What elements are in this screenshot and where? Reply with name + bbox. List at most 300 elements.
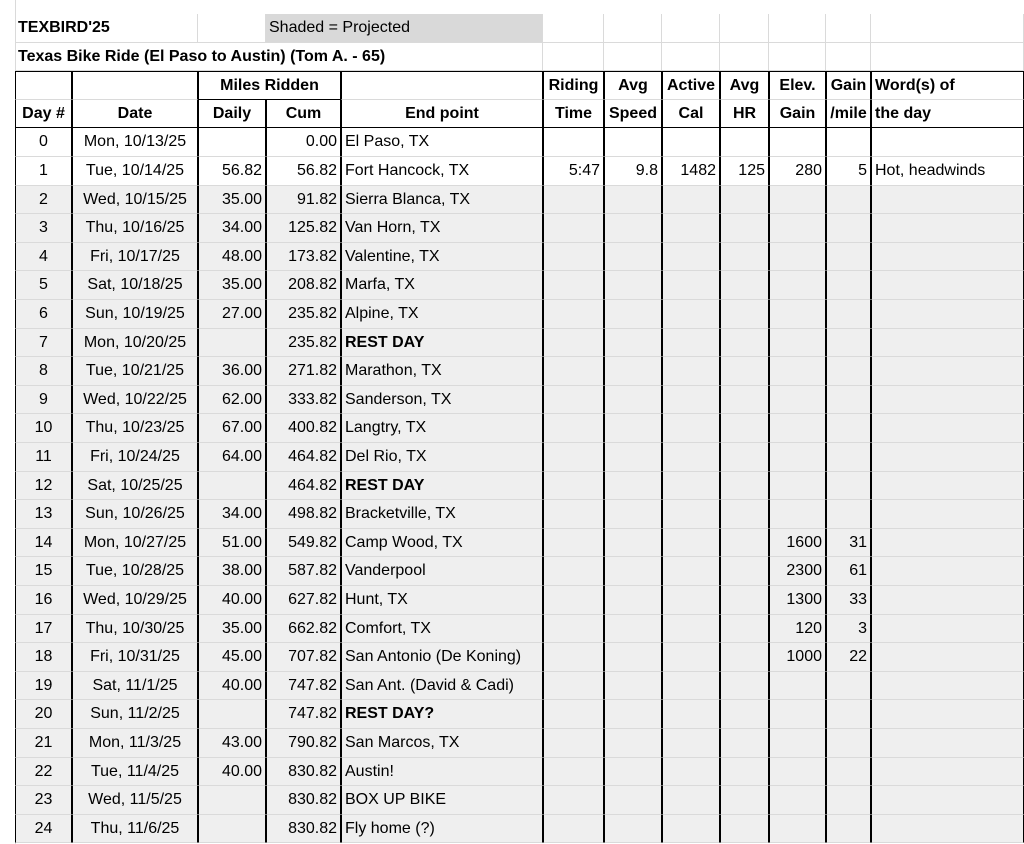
cell-end[interactable]: El Paso, TX xyxy=(341,128,543,157)
cell-hr[interactable] xyxy=(720,329,769,358)
cell-date[interactable]: Wed, 11/5/25 xyxy=(72,786,198,815)
cell-cum[interactable]: 498.82 xyxy=(266,500,341,529)
cell-time[interactable] xyxy=(543,500,604,529)
cell-hr[interactable] xyxy=(720,815,769,844)
header-words[interactable]: Word(s) of xyxy=(871,71,1024,100)
cell-elev[interactable] xyxy=(769,786,826,815)
cell-elev[interactable] xyxy=(769,271,826,300)
cell-end[interactable]: San Antonio (De Koning) xyxy=(341,643,543,672)
header-time[interactable]: Time xyxy=(543,100,604,129)
cell-end[interactable]: Camp Wood, TX xyxy=(341,529,543,558)
cell-daily[interactable] xyxy=(198,329,266,358)
cell-words[interactable] xyxy=(871,271,1024,300)
cell-date[interactable]: Thu, 11/6/25 xyxy=(72,815,198,844)
cell-end[interactable]: Austin! xyxy=(341,758,543,787)
cell-elev[interactable] xyxy=(769,214,826,243)
cell-daily[interactable]: 35.00 xyxy=(198,271,266,300)
cell-gpm[interactable]: 5 xyxy=(826,157,871,186)
empty-cell[interactable] xyxy=(543,43,604,72)
cell-elev[interactable] xyxy=(769,128,826,157)
cell-words[interactable] xyxy=(871,214,1024,243)
cell-daily[interactable]: 34.00 xyxy=(198,214,266,243)
cell-date[interactable]: Tue, 10/28/25 xyxy=(72,557,198,586)
cell-gpm[interactable]: 61 xyxy=(826,557,871,586)
cell-daily[interactable] xyxy=(198,700,266,729)
cell-elev[interactable] xyxy=(769,729,826,758)
cell-hr[interactable] xyxy=(720,386,769,415)
cell-cal[interactable] xyxy=(662,128,720,157)
header-theday[interactable]: the day xyxy=(871,100,1024,129)
cell-cum[interactable]: 790.82 xyxy=(266,729,341,758)
cell-date[interactable]: Wed, 10/22/25 xyxy=(72,386,198,415)
empty-cell[interactable] xyxy=(769,14,826,43)
cell-cum[interactable]: 333.82 xyxy=(266,386,341,415)
cell-daily[interactable]: 27.00 xyxy=(198,300,266,329)
cell-end[interactable]: San Ant. (David & Cadi) xyxy=(341,672,543,701)
cell-cum[interactable]: 56.82 xyxy=(266,157,341,186)
cell-daily[interactable]: 48.00 xyxy=(198,243,266,272)
cell-day[interactable]: 17 xyxy=(15,615,72,644)
empty-cell[interactable] xyxy=(720,14,769,43)
cell-words[interactable] xyxy=(871,329,1024,358)
cell-cum[interactable]: 91.82 xyxy=(266,186,341,215)
cell-speed[interactable] xyxy=(604,586,662,615)
cell-date[interactable]: Thu, 10/16/25 xyxy=(72,214,198,243)
cell-hr[interactable] xyxy=(720,214,769,243)
cell-daily[interactable]: 35.00 xyxy=(198,615,266,644)
cell-elev[interactable]: 1300 xyxy=(769,586,826,615)
cell-hr[interactable] xyxy=(720,586,769,615)
cell-time[interactable]: 5:47 xyxy=(543,157,604,186)
cell-date[interactable]: Sun, 10/19/25 xyxy=(72,300,198,329)
cell-gpm[interactable] xyxy=(826,329,871,358)
cell-cum[interactable]: 587.82 xyxy=(266,557,341,586)
cell-gpm[interactable] xyxy=(826,214,871,243)
header-daily[interactable]: Daily xyxy=(198,100,266,129)
cell-time[interactable] xyxy=(543,472,604,501)
cell-hr[interactable] xyxy=(720,615,769,644)
cell-end[interactable]: REST DAY xyxy=(341,329,543,358)
cell-date[interactable]: Thu, 10/30/25 xyxy=(72,615,198,644)
cell-daily[interactable]: 51.00 xyxy=(198,529,266,558)
cell-cum[interactable]: 400.82 xyxy=(266,414,341,443)
cell-day[interactable]: 13 xyxy=(15,500,72,529)
cell-date[interactable]: Sat, 10/18/25 xyxy=(72,271,198,300)
cell-words[interactable] xyxy=(871,357,1024,386)
cell-speed[interactable] xyxy=(604,271,662,300)
cell-gpm[interactable] xyxy=(826,128,871,157)
cell-cal[interactable] xyxy=(662,386,720,415)
cell-daily[interactable]: 62.00 xyxy=(198,386,266,415)
cell-gpm[interactable] xyxy=(826,386,871,415)
cell-elev[interactable]: 280 xyxy=(769,157,826,186)
cell-day[interactable]: 12 xyxy=(15,472,72,501)
cell-cal[interactable] xyxy=(662,472,720,501)
cell-daily[interactable]: 35.00 xyxy=(198,186,266,215)
cell-speed[interactable] xyxy=(604,357,662,386)
cell-day[interactable]: 16 xyxy=(15,586,72,615)
header-active[interactable]: Active xyxy=(662,71,720,100)
cell-day[interactable]: 9 xyxy=(15,386,72,415)
cell-end[interactable]: Alpine, TX xyxy=(341,300,543,329)
cell-day[interactable]: 6 xyxy=(15,300,72,329)
cell-time[interactable] xyxy=(543,414,604,443)
cell-day[interactable]: 5 xyxy=(15,271,72,300)
cell-words[interactable] xyxy=(871,643,1024,672)
empty-cell[interactable] xyxy=(662,43,720,72)
cell-words[interactable] xyxy=(871,672,1024,701)
cell-words[interactable] xyxy=(871,529,1024,558)
cell-day[interactable]: 15 xyxy=(15,557,72,586)
cell-hr[interactable] xyxy=(720,700,769,729)
cell-words[interactable] xyxy=(871,586,1024,615)
cell-daily[interactable]: 64.00 xyxy=(198,443,266,472)
cell-elev[interactable] xyxy=(769,500,826,529)
cell-day[interactable]: 0 xyxy=(15,128,72,157)
cell-gpm[interactable] xyxy=(826,672,871,701)
cell-hr[interactable] xyxy=(720,643,769,672)
cell-end[interactable]: Bracketville, TX xyxy=(341,500,543,529)
cell-time[interactable] xyxy=(543,186,604,215)
cell-daily[interactable] xyxy=(198,786,266,815)
cell-time[interactable] xyxy=(543,615,604,644)
cell-daily[interactable] xyxy=(198,472,266,501)
cell-time[interactable] xyxy=(543,243,604,272)
cell-cum[interactable]: 235.82 xyxy=(266,329,341,358)
cell-time[interactable] xyxy=(543,729,604,758)
empty-cell[interactable] xyxy=(543,14,604,43)
cell-elev[interactable] xyxy=(769,472,826,501)
cell-elev[interactable] xyxy=(769,300,826,329)
cell-end[interactable]: Sanderson, TX xyxy=(341,386,543,415)
cell-gpm[interactable] xyxy=(826,186,871,215)
cell-day[interactable]: 23 xyxy=(15,786,72,815)
cell-gpm[interactable] xyxy=(826,243,871,272)
cell-gpm[interactable] xyxy=(826,815,871,844)
cell-date[interactable]: Fri, 10/17/25 xyxy=(72,243,198,272)
cell-day[interactable]: 1 xyxy=(15,157,72,186)
cell-end[interactable]: Sierra Blanca, TX xyxy=(341,186,543,215)
cell-date[interactable]: Mon, 10/27/25 xyxy=(72,529,198,558)
cell-speed[interactable] xyxy=(604,815,662,844)
cell-elev[interactable]: 1600 xyxy=(769,529,826,558)
cell-day[interactable]: 14 xyxy=(15,529,72,558)
cell-words[interactable] xyxy=(871,815,1024,844)
header-miles[interactable]: Miles Ridden xyxy=(198,71,341,100)
cell-end[interactable]: Van Horn, TX xyxy=(341,214,543,243)
cell-day[interactable]: 21 xyxy=(15,729,72,758)
cell-hr[interactable] xyxy=(720,128,769,157)
cell-hr[interactable] xyxy=(720,186,769,215)
cell-speed[interactable] xyxy=(604,214,662,243)
cell-end[interactable]: Vanderpool xyxy=(341,557,543,586)
cell-cum[interactable]: 830.82 xyxy=(266,758,341,787)
cell-cal[interactable] xyxy=(662,271,720,300)
cell-day[interactable]: 18 xyxy=(15,643,72,672)
empty-cell[interactable] xyxy=(604,14,662,43)
cell-speed[interactable] xyxy=(604,729,662,758)
cell-cum[interactable]: 0.00 xyxy=(266,128,341,157)
cell-end[interactable]: REST DAY? xyxy=(341,700,543,729)
empty-cell[interactable] xyxy=(826,14,871,43)
cell-speed[interactable] xyxy=(604,386,662,415)
cell-daily[interactable]: 40.00 xyxy=(198,672,266,701)
cell-cal[interactable] xyxy=(662,329,720,358)
cell-cal[interactable] xyxy=(662,586,720,615)
cell-date[interactable]: Mon, 11/3/25 xyxy=(72,729,198,758)
cell-time[interactable] xyxy=(543,271,604,300)
cell-hr[interactable] xyxy=(720,357,769,386)
cell-speed[interactable] xyxy=(604,786,662,815)
cell-cum[interactable]: 271.82 xyxy=(266,357,341,386)
header-speed[interactable]: Speed xyxy=(604,100,662,129)
cell-cal[interactable] xyxy=(662,186,720,215)
cell-cum[interactable]: 208.82 xyxy=(266,271,341,300)
cell-gpm[interactable] xyxy=(826,758,871,787)
header-empty[interactable] xyxy=(341,71,543,100)
cell-date[interactable]: Tue, 10/14/25 xyxy=(72,157,198,186)
sheet-title-cell[interactable]: TEXBIRD'25 xyxy=(15,14,198,43)
cell-daily[interactable] xyxy=(198,128,266,157)
cell-gpm[interactable]: 33 xyxy=(826,586,871,615)
cell-daily[interactable]: 56.82 xyxy=(198,157,266,186)
cell-speed[interactable] xyxy=(604,186,662,215)
sheet-subtitle-cell[interactable]: Texas Bike Ride (El Paso to Austin) (Tom A. - 65) xyxy=(15,43,543,72)
cell-elev[interactable] xyxy=(769,443,826,472)
cell-elev[interactable] xyxy=(769,672,826,701)
cell-words[interactable] xyxy=(871,128,1024,157)
cell-cal[interactable] xyxy=(662,815,720,844)
cell-cal[interactable] xyxy=(662,357,720,386)
cell-daily[interactable]: 36.00 xyxy=(198,357,266,386)
cell-daily[interactable]: 34.00 xyxy=(198,500,266,529)
cell-time[interactable] xyxy=(543,586,604,615)
cell-cal[interactable] xyxy=(662,214,720,243)
cell-cal[interactable] xyxy=(662,243,720,272)
cell-gpm[interactable] xyxy=(826,700,871,729)
cell-date[interactable]: Sun, 10/26/25 xyxy=(72,500,198,529)
cell-end[interactable]: REST DAY xyxy=(341,472,543,501)
cell-speed[interactable] xyxy=(604,758,662,787)
cell-cal[interactable] xyxy=(662,643,720,672)
cell-day[interactable]: 4 xyxy=(15,243,72,272)
cell-cal[interactable] xyxy=(662,300,720,329)
header-hr[interactable]: HR xyxy=(720,100,769,129)
header-gain[interactable]: Gain xyxy=(826,71,871,100)
cell-speed[interactable] xyxy=(604,443,662,472)
cell-cum[interactable]: 707.82 xyxy=(266,643,341,672)
cell-hr[interactable] xyxy=(720,271,769,300)
cell-day[interactable]: 3 xyxy=(15,214,72,243)
cell-words[interactable] xyxy=(871,186,1024,215)
cell-hr[interactable] xyxy=(720,443,769,472)
header-day[interactable]: Day # xyxy=(15,100,72,129)
cell-words[interactable] xyxy=(871,243,1024,272)
cell-speed[interactable] xyxy=(604,472,662,501)
cell-daily[interactable]: 45.00 xyxy=(198,643,266,672)
cell-gpm[interactable]: 3 xyxy=(826,615,871,644)
cell-time[interactable] xyxy=(543,815,604,844)
cell-cum[interactable]: 830.82 xyxy=(266,786,341,815)
cell-time[interactable] xyxy=(543,557,604,586)
cell-gpm[interactable] xyxy=(826,443,871,472)
cell-words[interactable] xyxy=(871,300,1024,329)
header-end[interactable]: End point xyxy=(341,100,543,129)
cell-speed[interactable] xyxy=(604,500,662,529)
cell-speed[interactable] xyxy=(604,529,662,558)
cell-elev[interactable]: 1000 xyxy=(769,643,826,672)
cell-daily[interactable]: 40.00 xyxy=(198,586,266,615)
cell-hr[interactable] xyxy=(720,500,769,529)
header-egain[interactable]: Gain xyxy=(769,100,826,129)
header-empty[interactable] xyxy=(15,71,72,100)
cell-end[interactable]: Del Rio, TX xyxy=(341,443,543,472)
empty-cell[interactable] xyxy=(198,14,266,43)
cell-gpm[interactable] xyxy=(826,414,871,443)
cell-words[interactable] xyxy=(871,758,1024,787)
cell-time[interactable] xyxy=(543,214,604,243)
cell-time[interactable] xyxy=(543,386,604,415)
cell-date[interactable]: Thu, 10/23/25 xyxy=(72,414,198,443)
cell-gpm[interactable] xyxy=(826,357,871,386)
empty-cell[interactable] xyxy=(871,43,1024,72)
cell-elev[interactable] xyxy=(769,329,826,358)
cell-words[interactable] xyxy=(871,414,1024,443)
cell-hr[interactable]: 125 xyxy=(720,157,769,186)
empty-cell[interactable] xyxy=(871,14,1024,43)
cell-gpm[interactable]: 31 xyxy=(826,529,871,558)
cell-elev[interactable]: 2300 xyxy=(769,557,826,586)
empty-cell[interactable] xyxy=(826,43,871,72)
cell-time[interactable] xyxy=(543,672,604,701)
cell-day[interactable]: 24 xyxy=(15,815,72,844)
cell-date[interactable]: Sat, 10/25/25 xyxy=(72,472,198,501)
cell-end[interactable]: Marathon, TX xyxy=(341,357,543,386)
cell-cum[interactable]: 235.82 xyxy=(266,300,341,329)
cell-words[interactable] xyxy=(871,443,1024,472)
cell-date[interactable]: Sat, 11/1/25 xyxy=(72,672,198,701)
cell-cum[interactable]: 662.82 xyxy=(266,615,341,644)
cell-speed[interactable] xyxy=(604,243,662,272)
header-empty[interactable] xyxy=(72,71,198,100)
cell-day[interactable]: 2 xyxy=(15,186,72,215)
cell-date[interactable]: Mon, 10/20/25 xyxy=(72,329,198,358)
cell-date[interactable]: Sun, 11/2/25 xyxy=(72,700,198,729)
cell-words[interactable] xyxy=(871,472,1024,501)
cell-gpm[interactable] xyxy=(826,729,871,758)
cell-hr[interactable] xyxy=(720,786,769,815)
cell-cal[interactable] xyxy=(662,672,720,701)
cell-end[interactable]: Fort Hancock, TX xyxy=(341,157,543,186)
cell-speed[interactable] xyxy=(604,615,662,644)
empty-cell[interactable] xyxy=(769,43,826,72)
cell-time[interactable] xyxy=(543,700,604,729)
cell-gpm[interactable]: 22 xyxy=(826,643,871,672)
cell-end[interactable]: Marfa, TX xyxy=(341,271,543,300)
cell-cal[interactable] xyxy=(662,500,720,529)
cell-hr[interactable] xyxy=(720,243,769,272)
cell-elev[interactable] xyxy=(769,815,826,844)
cell-end[interactable]: Hunt, TX xyxy=(341,586,543,615)
empty-cell[interactable] xyxy=(604,43,662,72)
cell-speed[interactable] xyxy=(604,128,662,157)
header-elev[interactable]: Elev. xyxy=(769,71,826,100)
cell-date[interactable]: Tue, 11/4/25 xyxy=(72,758,198,787)
cell-daily[interactable]: 40.00 xyxy=(198,758,266,787)
cell-end[interactable]: Comfort, TX xyxy=(341,615,543,644)
cell-time[interactable] xyxy=(543,529,604,558)
cell-elev[interactable] xyxy=(769,186,826,215)
header-avg1[interactable]: Avg xyxy=(604,71,662,100)
cell-cum[interactable]: 747.82 xyxy=(266,700,341,729)
cell-cum[interactable]: 464.82 xyxy=(266,472,341,501)
cell-time[interactable] xyxy=(543,786,604,815)
cell-cal[interactable] xyxy=(662,758,720,787)
cell-day[interactable]: 10 xyxy=(15,414,72,443)
cell-date[interactable]: Wed, 10/29/25 xyxy=(72,586,198,615)
cell-hr[interactable] xyxy=(720,472,769,501)
cell-day[interactable]: 22 xyxy=(15,758,72,787)
cell-cum[interactable]: 747.82 xyxy=(266,672,341,701)
cell-cal[interactable] xyxy=(662,786,720,815)
cell-cal[interactable] xyxy=(662,414,720,443)
cell-gpm[interactable] xyxy=(826,500,871,529)
empty-cell[interactable] xyxy=(662,14,720,43)
cell-time[interactable] xyxy=(543,329,604,358)
legend-cell[interactable]: Shaded = Projected xyxy=(266,14,543,43)
cell-time[interactable] xyxy=(543,357,604,386)
cell-elev[interactable] xyxy=(769,386,826,415)
cell-speed[interactable] xyxy=(604,329,662,358)
cell-cum[interactable]: 627.82 xyxy=(266,586,341,615)
cell-words[interactable] xyxy=(871,615,1024,644)
cell-speed[interactable] xyxy=(604,700,662,729)
cell-words[interactable] xyxy=(871,557,1024,586)
cell-gpm[interactable] xyxy=(826,472,871,501)
cell-words[interactable] xyxy=(871,386,1024,415)
cell-hr[interactable] xyxy=(720,557,769,586)
cell-day[interactable]: 19 xyxy=(15,672,72,701)
cell-hr[interactable] xyxy=(720,414,769,443)
cell-date[interactable]: Mon, 10/13/25 xyxy=(72,128,198,157)
cell-end[interactable]: San Marcos, TX xyxy=(341,729,543,758)
cell-cal[interactable] xyxy=(662,615,720,644)
cell-time[interactable] xyxy=(543,443,604,472)
cell-elev[interactable] xyxy=(769,414,826,443)
cell-elev[interactable] xyxy=(769,243,826,272)
cell-time[interactable] xyxy=(543,758,604,787)
cell-words[interactable]: Hot, headwinds xyxy=(871,157,1024,186)
cell-cal[interactable] xyxy=(662,443,720,472)
cell-day[interactable]: 7 xyxy=(15,329,72,358)
cell-cum[interactable]: 125.82 xyxy=(266,214,341,243)
cell-cal[interactable]: 1482 xyxy=(662,157,720,186)
header-cum[interactable]: Cum xyxy=(266,100,341,129)
cell-cum[interactable]: 464.82 xyxy=(266,443,341,472)
cell-date[interactable]: Tue, 10/21/25 xyxy=(72,357,198,386)
header-riding[interactable]: Riding xyxy=(543,71,604,100)
cell-words[interactable] xyxy=(871,729,1024,758)
cell-end[interactable]: Fly home (?) xyxy=(341,815,543,844)
cell-time[interactable] xyxy=(543,300,604,329)
cell-words[interactable] xyxy=(871,500,1024,529)
header-date[interactable]: Date xyxy=(72,100,198,129)
cell-speed[interactable] xyxy=(604,672,662,701)
cell-hr[interactable] xyxy=(720,529,769,558)
cell-date[interactable]: Fri, 10/31/25 xyxy=(72,643,198,672)
cell-hr[interactable] xyxy=(720,729,769,758)
cell-cal[interactable] xyxy=(662,529,720,558)
